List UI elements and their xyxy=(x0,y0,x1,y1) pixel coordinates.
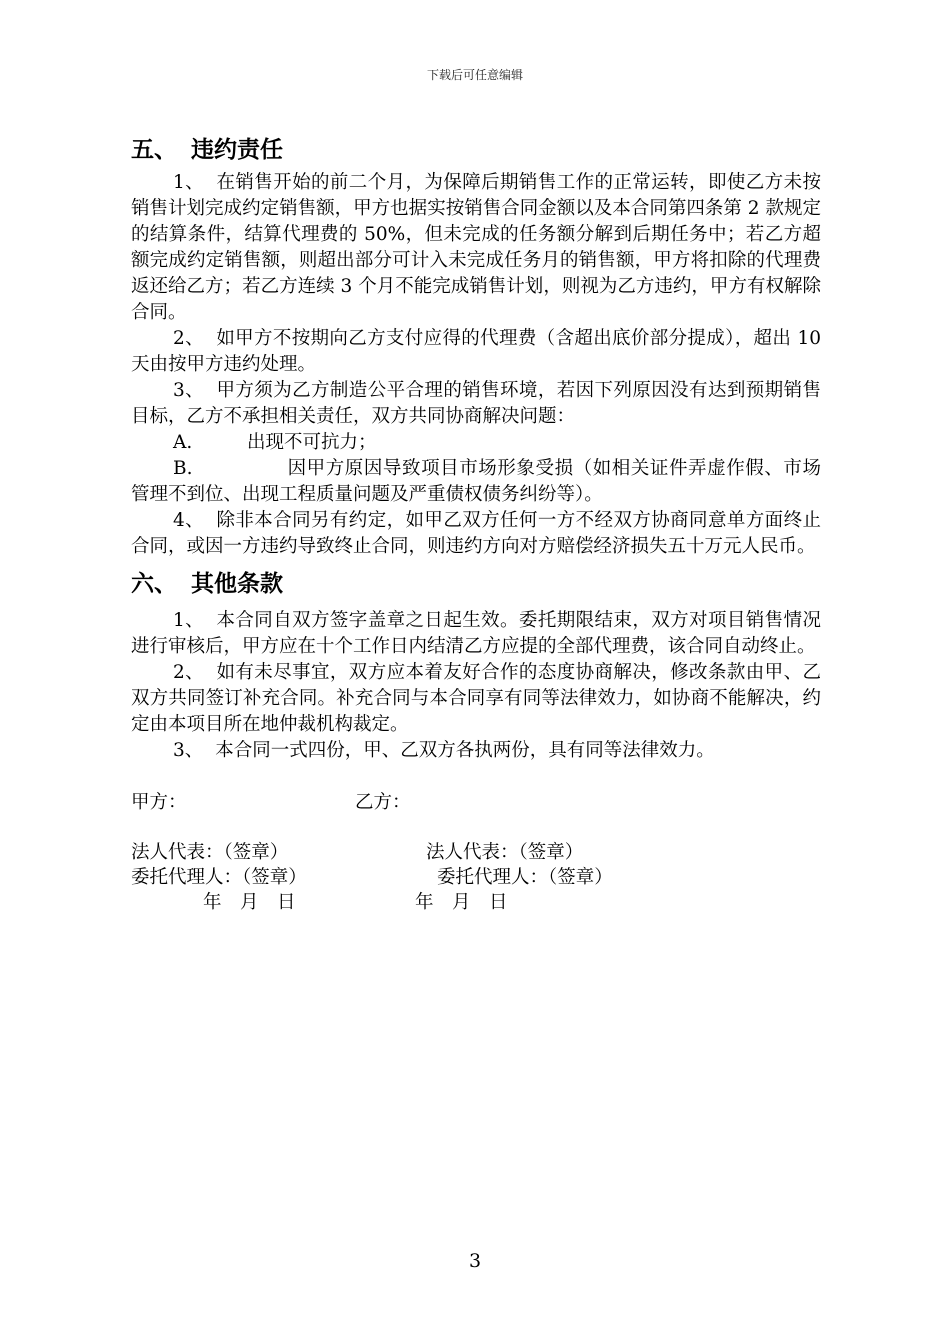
page-number: 3 xyxy=(468,1250,482,1272)
clause-text: 甲方须为乙方制造公平合理的销售环境，若因下列原因没有达到预期销售目标，乙方不承担相关责任，双方共同协商解决问题： xyxy=(131,380,821,427)
clause-number: 4、 xyxy=(173,510,205,531)
sub-clause-text: 出现不可抗力； xyxy=(247,432,377,453)
legal-rep-b: 法人代表：（签章） xyxy=(426,842,584,863)
clause-text: 本合同一式四份，甲、乙双方各执两份，具有同等法律效力。 xyxy=(215,740,715,761)
sub-clause xyxy=(131,430,821,456)
section-title: 违约责任 xyxy=(191,137,283,163)
signature-agent-row xyxy=(131,865,821,890)
clause-text: 如有未尽事宜，双方应本着友好合作的态度协商解决，修改条款由甲、乙双方共同签订补充合同。补充合同与本合同享有同等法律效力，如协商不能解决，约定由本项目所在地仲裁机构裁定。 xyxy=(131,662,821,735)
clause-paragraph xyxy=(131,326,821,378)
clause-paragraph xyxy=(131,660,821,738)
agent-a: 委托代理人：（签章） xyxy=(131,867,307,888)
clause-number: 3、 xyxy=(173,380,205,401)
signature-legal-rep-row xyxy=(131,840,821,865)
party-a-label: 甲方： xyxy=(131,792,187,813)
clause-number: 2、 xyxy=(173,662,205,683)
clause-number: 1、 xyxy=(173,172,205,193)
clause-number: 2、 xyxy=(173,328,204,349)
section-heading-breach xyxy=(131,132,821,168)
clause-text: 在销售开始的前二个月，为保障后期销售工作的正常运转，即使乙方未按销售计划完成约定销售额，甲方也据实按销售合同金额以及本合同第四条第 2 款规定的结算条件，结算代理费的 50%，但未完成的任务额分解到后期任务中；若乙方超额完成约定销售额，则超出部分可计入未完成任务月的销售额，甲方将扣除的代理费返还给乙方；若乙方连续 3 个月不能完成销售计划，则视为乙方违约，甲方有权解除合同。 xyxy=(131,172,821,323)
document-body xyxy=(131,132,821,915)
clause-paragraph xyxy=(131,170,821,326)
section-number: 五、 xyxy=(131,137,177,163)
legal-rep-a: 法人代表：（签章） xyxy=(131,842,289,863)
sub-clause xyxy=(131,456,821,508)
sub-clause-mark: A. xyxy=(173,432,193,453)
page-header-note: 下载后可任意编辑 xyxy=(426,68,523,82)
clause-paragraph xyxy=(131,508,821,560)
clause-text: 除非本合同另有约定，如甲乙双方任何一方不经双方协商同意单方面终止合同，或因一方违约导致终止合同，则违约方向对方赔偿经济损失五十万元人民币。 xyxy=(131,510,821,557)
clause-text: 本合同自双方签字盖章之日起生效。委托期限结束，双方对项目销售情况进行审核后，甲方应在十个工作日内结清乙方应提的全部代理费，该合同自动终止。 xyxy=(131,610,821,657)
signature-date-row xyxy=(131,890,821,915)
date-b: 年 月 日 xyxy=(415,892,508,913)
section-number: 六、 xyxy=(131,571,177,597)
clause-paragraph xyxy=(131,378,821,430)
clause-number: 1、 xyxy=(173,610,205,631)
section-heading-other-terms xyxy=(131,566,821,602)
party-b-label: 乙方： xyxy=(355,792,411,813)
date-a: 年 月 日 xyxy=(203,892,296,913)
clause-number: 3、 xyxy=(173,740,204,761)
sub-clause-mark: B. xyxy=(173,458,193,479)
sub-clause-text: 因甲方原因导致项目市场形象受损（如相关证件弄虚作假、市场管理不到位、出现工程质量问题及严重债权债务纠纷等）。 xyxy=(131,458,821,505)
agent-b: 委托代理人：（签章） xyxy=(437,867,613,888)
clause-paragraph xyxy=(131,738,821,764)
section-title: 其他条款 xyxy=(191,571,283,597)
clause-paragraph xyxy=(131,608,821,660)
signature-party-row xyxy=(131,790,821,815)
clause-text: 如甲方不按期向乙方支付应得的代理费（含超出底价部分提成），超出 10 天由按甲方违约处理。 xyxy=(131,328,821,375)
